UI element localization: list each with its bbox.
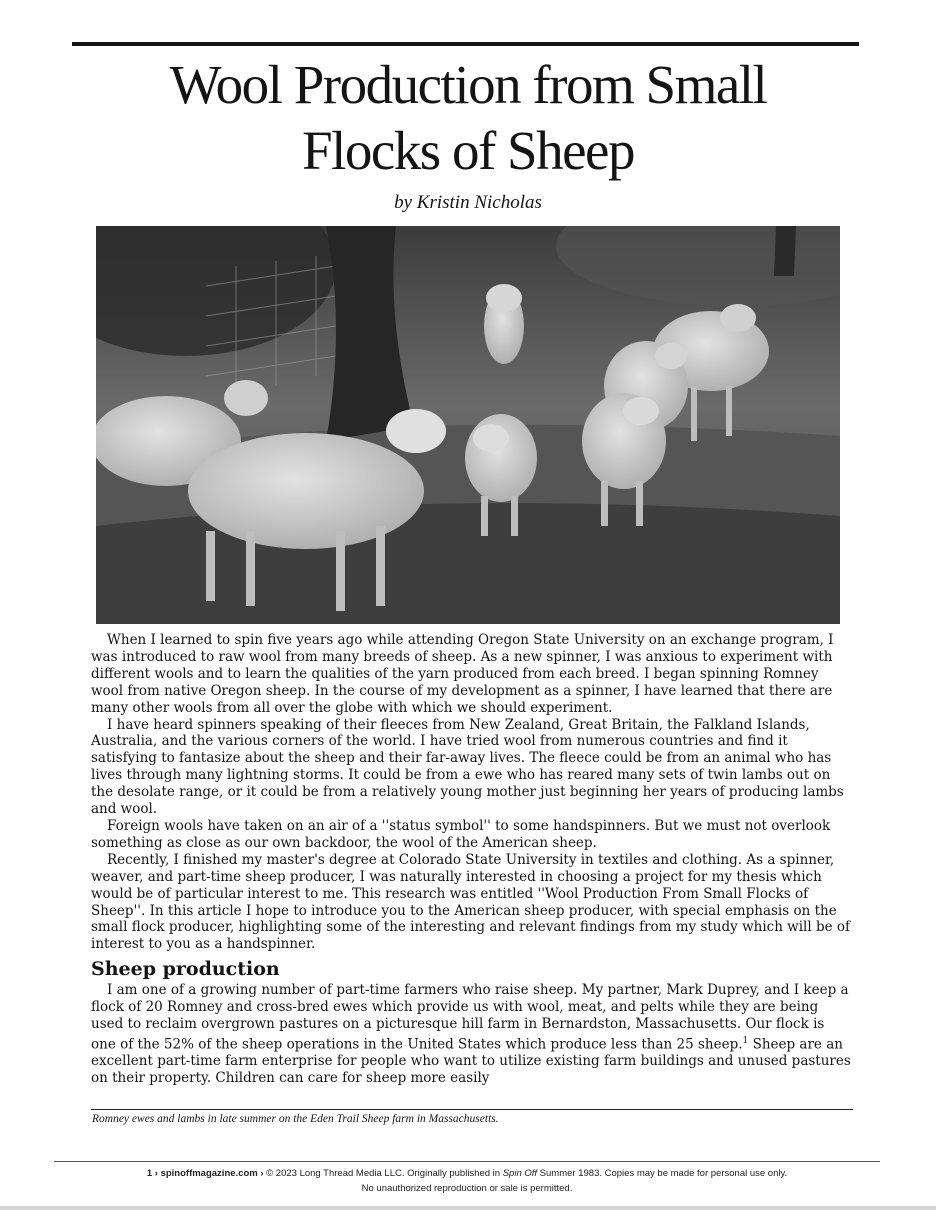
page-number: 1 <box>146 1168 153 1179</box>
copyright-prefix: © 2023 Long Thread Media LLC. Originally published in <box>266 1168 503 1179</box>
footer-separator-2: › <box>260 1168 264 1179</box>
title-line-1: Wool Production from Small <box>169 54 767 115</box>
paragraph-3: Foreign wools have taken on an air of a ''status symbol'' to some handspinners. But we must not overlook something as close as our own backdoor, the wool of the American sheep. <box>91 817 831 851</box>
top-rule <box>72 42 859 46</box>
page-bottom-edge <box>0 1206 936 1210</box>
footer-line-1 <box>54 1166 880 1181</box>
sheep-photo-illustration <box>96 226 840 624</box>
paragraph-4: Recently, I finished my master's degree at Colorado State University in textiles and clothing. As a spinner, weaver, and part-time sheep producer, I was naturally interested in choosing a project for my thesis which would be of particular interest to me. This research was entitled ''Wool Production From Small Flocks of Sheep''. In this article I hope to introduce you to the American sheep producer, with special emphasis on the small flock producer, highlighting some of the interesting and relevant findings from my study which will be of interest to you as a handspinner. <box>91 851 851 953</box>
sheep-photo <box>96 226 840 624</box>
paragraph-5-part-2: Sheep are an excellent part-time farm enterprise for people who want to utilize existing farm buildings and unused pastures on their property. Children can care for sheep more easily <box>91 1036 851 1087</box>
byline: by Kristin Nicholas <box>394 192 542 213</box>
footer-rule <box>54 1161 880 1162</box>
paragraph-2: I have heard spinners speaking of their fleeces from New Zealand, Great Britain, the Falkland Islands, Australia, and the various corners of the world. I have tried wool from numerous countries and find it satisfying to fantasize about the sheep and their far-away lives. The fleece could be from an animal who has lives through many lightning storms. It could be from a ewe who has reared many sets of twin lambs out on the desolate range, or it could be from a relatively young mother just beginning her years of producing lambs and wool. <box>91 716 844 818</box>
paragraph-5 <box>91 982 853 1087</box>
title-line-2: Flocks of Sheep <box>302 120 634 181</box>
magazine-name: Spin Off <box>502 1168 538 1179</box>
page-footer <box>54 1166 880 1196</box>
site-link[interactable]: spinoffmagazine.com <box>160 1168 258 1179</box>
photo-caption: Romney ewes and lambs in late summer on the Eden Trail Sheep farm in Massachusetts. <box>92 1113 499 1125</box>
footer-line-2: No unauthorized reproduction or sale is permitted. <box>361 1183 573 1194</box>
article-title <box>60 52 876 184</box>
paragraph-5-part-1: I am one of a growing number of part-time farmers who raise sheep. My partner, Mark Duprey, and I keep a flock of 20 Romney and cross-bred ewes which provide us with wool, meat, and pelts while they are being used to reclaim overgrown pastures on a picturesque hill farm in Bernardston, Massachusetts. Our flock is one of the 52% of the sheep operations in the United States which produce less than 25 sheep. <box>91 982 849 1053</box>
section-heading: Sheep production <box>91 958 280 981</box>
caption-rule <box>91 1109 853 1110</box>
copyright-suffix: Summer 1983. Copies may be made for personal use only. <box>537 1168 788 1179</box>
footer-separator-1: › <box>154 1168 158 1179</box>
paragraph-1: When I learned to spin five years ago while attending Oregon State University on an exchange program, I was introduced to raw wool from many breeds of sheep. As a new spinner, I was anxious to experiment with different wools and to learn the qualities of the yarn produced from each breed. I began spinning Romney wool from native Oregon sheep. In the course of my development as a spinner, I have learned that there are many other wools from all over the globe with which we should experiment. <box>91 632 834 716</box>
footnote-marker: 1 <box>742 1035 749 1046</box>
article-body <box>91 632 853 1087</box>
